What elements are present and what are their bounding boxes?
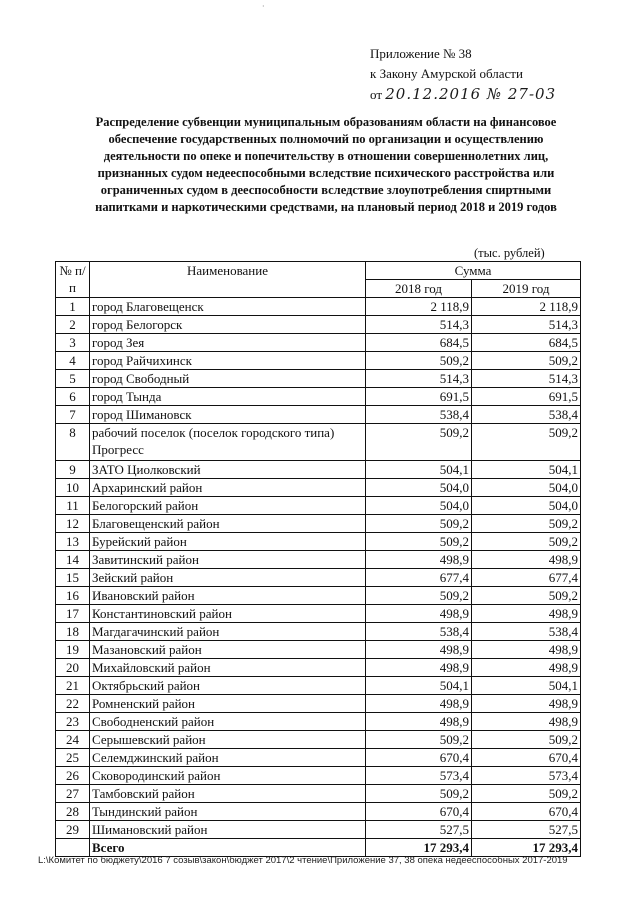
- row-2018: 509,2: [366, 587, 472, 605]
- table-row: [56, 677, 581, 695]
- row-name: Архаринский район: [90, 479, 366, 497]
- row-number: 15: [56, 569, 90, 587]
- row-name: Тындинский район: [90, 803, 366, 821]
- row-2019: 509,2: [472, 515, 581, 533]
- row-number: 10: [56, 479, 90, 497]
- appendix-block: [370, 44, 556, 105]
- row-name: Селемджинский район: [90, 749, 366, 767]
- row-2018: 509,2: [366, 785, 472, 803]
- row-number: 28: [56, 803, 90, 821]
- row-name: Магдагачинский район: [90, 623, 366, 641]
- row-name: Бурейский район: [90, 533, 366, 551]
- row-name: город Благовещенск: [90, 298, 366, 316]
- row-2019: 677,4: [472, 569, 581, 587]
- row-2019: 538,4: [472, 406, 581, 424]
- row-2019: 504,0: [472, 479, 581, 497]
- row-number: 5: [56, 370, 90, 388]
- table-row: [56, 641, 581, 659]
- row-2019: 504,0: [472, 497, 581, 515]
- row-2019: 538,4: [472, 623, 581, 641]
- handwritten-date-number: 20.12.2016 № 27-03: [385, 85, 557, 103]
- file-path-footer: L:\Комитет по бюджету\2016 7 созыв\закон\бюджет 2017\2 чтение\Приложение 37, 38 опека недееспособных 2017-2019: [38, 855, 568, 866]
- row-2018: 504,0: [366, 479, 472, 497]
- row-2019: 509,2: [472, 533, 581, 551]
- row-name: город Тында: [90, 388, 366, 406]
- row-2019: 498,9: [472, 605, 581, 623]
- row-2019: 509,2: [472, 424, 581, 461]
- table-row: [56, 785, 581, 803]
- total-row: [56, 839, 581, 857]
- row-2018: 670,4: [366, 749, 472, 767]
- row-2019: 691,5: [472, 388, 581, 406]
- table-row: [56, 424, 581, 461]
- row-2019: 509,2: [472, 731, 581, 749]
- row-2018: 684,5: [366, 334, 472, 352]
- row-number: 22: [56, 695, 90, 713]
- total-number-cell: [56, 839, 90, 857]
- row-2019: 670,4: [472, 749, 581, 767]
- row-number: 4: [56, 352, 90, 370]
- scan-mark: ·: [262, 2, 265, 11]
- row-2019: 573,4: [472, 767, 581, 785]
- row-2018: 509,2: [366, 515, 472, 533]
- row-number: 11: [56, 497, 90, 515]
- row-2019: 2 118,9: [472, 298, 581, 316]
- subsidy-table: [55, 261, 581, 857]
- row-name: Мазановский район: [90, 641, 366, 659]
- row-name: ЗАТО Циолковский: [90, 461, 366, 479]
- table-row: [56, 497, 581, 515]
- row-name: город Шимановск: [90, 406, 366, 424]
- row-name: Тамбовский район: [90, 785, 366, 803]
- total-2018: 17 293,4: [366, 839, 472, 857]
- row-2019: 498,9: [472, 551, 581, 569]
- document-title: Распределение субвенции муниципальным образованиям области на финансовое обеспечение государственных полномочий по организации и осуществлению деятельности по опеке и попечительству в отношении совершеннолетних лиц, признанных судом недееспособными вследствие психического расстройства или ограниченных судом в дееспособности вследствие злоупотребления спиртными напитками и наркотическими средствами, на плановый период 2018 и 2019 годов: [95, 115, 557, 214]
- table-row: [56, 623, 581, 641]
- appendix-number: Приложение № 38: [370, 46, 472, 61]
- row-2018: 504,1: [366, 461, 472, 479]
- row-number: 12: [56, 515, 90, 533]
- table-row: [56, 569, 581, 587]
- row-number: 19: [56, 641, 90, 659]
- row-number: 18: [56, 623, 90, 641]
- row-2019: 514,3: [472, 316, 581, 334]
- row-name: Серышевский район: [90, 731, 366, 749]
- row-2019: 684,5: [472, 334, 581, 352]
- row-2019: 498,9: [472, 695, 581, 713]
- row-name: Свободненский район: [90, 713, 366, 731]
- row-number: 27: [56, 785, 90, 803]
- row-number: 13: [56, 533, 90, 551]
- row-2018: 509,2: [366, 731, 472, 749]
- row-2018: 514,3: [366, 316, 472, 334]
- row-2019: 504,1: [472, 461, 581, 479]
- row-number: 8: [56, 424, 90, 461]
- row-number: 26: [56, 767, 90, 785]
- appendix-date-prefix: от: [370, 87, 383, 102]
- table-row: [56, 803, 581, 821]
- row-number: 6: [56, 388, 90, 406]
- row-name: Ивановский район: [90, 587, 366, 605]
- row-number: 9: [56, 461, 90, 479]
- row-2018: 498,9: [366, 605, 472, 623]
- row-name: Константиновский район: [90, 605, 366, 623]
- row-number: 20: [56, 659, 90, 677]
- row-name: Октябрьский район: [90, 677, 366, 695]
- row-2019: 498,9: [472, 659, 581, 677]
- row-2018: 527,5: [366, 821, 472, 839]
- row-number: 23: [56, 713, 90, 731]
- row-2019: 670,4: [472, 803, 581, 821]
- row-2018: 677,4: [366, 569, 472, 587]
- table-row: [56, 551, 581, 569]
- header-2019: 2019 год: [472, 280, 581, 298]
- table-row: [56, 695, 581, 713]
- table-row: [56, 605, 581, 623]
- table-row: [56, 659, 581, 677]
- row-name: Михайловский район: [90, 659, 366, 677]
- row-2018: 573,4: [366, 767, 472, 785]
- header-name: Наименование: [90, 262, 366, 298]
- table-row: [56, 316, 581, 334]
- row-2018: 509,2: [366, 533, 472, 551]
- table-row: [56, 767, 581, 785]
- row-2019: 509,2: [472, 785, 581, 803]
- row-2018: 670,4: [366, 803, 472, 821]
- table-row: [56, 298, 581, 316]
- row-2018: 2 118,9: [366, 298, 472, 316]
- table-row: [56, 406, 581, 424]
- table-row: [56, 749, 581, 767]
- row-number: 1: [56, 298, 90, 316]
- row-2019: 514,3: [472, 370, 581, 388]
- table-row: [56, 731, 581, 749]
- row-number: 3: [56, 334, 90, 352]
- table-row: [56, 388, 581, 406]
- row-2018: 691,5: [366, 388, 472, 406]
- row-2019: 498,9: [472, 641, 581, 659]
- row-2018: 498,9: [366, 695, 472, 713]
- header-2018: 2018 год: [366, 280, 472, 298]
- row-number: 7: [56, 406, 90, 424]
- row-name: Благовещенский район: [90, 515, 366, 533]
- row-number: 29: [56, 821, 90, 839]
- units-label: (тыс. рублей): [474, 246, 545, 260]
- table-row: [56, 370, 581, 388]
- row-number: 24: [56, 731, 90, 749]
- row-number: 2: [56, 316, 90, 334]
- table-row: [56, 352, 581, 370]
- row-2018: 498,9: [366, 641, 472, 659]
- row-name: Зейский район: [90, 569, 366, 587]
- table-row: [56, 334, 581, 352]
- total-2019: 17 293,4: [472, 839, 581, 857]
- table-row: [56, 587, 581, 605]
- row-2018: 498,9: [366, 713, 472, 731]
- table-row: [56, 821, 581, 839]
- row-name: Сковородинский район: [90, 767, 366, 785]
- row-2018: 509,2: [366, 424, 472, 461]
- table-row: [56, 713, 581, 731]
- row-2018: 504,0: [366, 497, 472, 515]
- row-name: город Свободный: [90, 370, 366, 388]
- row-2019: 498,9: [472, 713, 581, 731]
- header-number: № п/п: [56, 262, 90, 298]
- row-name: рабочий поселок (поселок городского типа) Прогресс: [90, 424, 366, 461]
- row-2018: 538,4: [366, 406, 472, 424]
- appendix-law: к Закону Амурской области: [370, 66, 523, 81]
- row-number: 21: [56, 677, 90, 695]
- table-row: [56, 461, 581, 479]
- row-2019: 527,5: [472, 821, 581, 839]
- row-2019: 509,2: [472, 352, 581, 370]
- row-name: Ромненский район: [90, 695, 366, 713]
- row-name: Завитинский район: [90, 551, 366, 569]
- table-row: [56, 479, 581, 497]
- row-number: 16: [56, 587, 90, 605]
- row-2018: 538,4: [366, 623, 472, 641]
- row-name: Шимановский район: [90, 821, 366, 839]
- row-number: 14: [56, 551, 90, 569]
- row-2018: 498,9: [366, 551, 472, 569]
- row-2018: 514,3: [366, 370, 472, 388]
- row-2019: 504,1: [472, 677, 581, 695]
- row-2019: 509,2: [472, 587, 581, 605]
- row-name: город Белогорск: [90, 316, 366, 334]
- appendix-date-line: [370, 84, 556, 105]
- row-2018: 509,2: [366, 352, 472, 370]
- row-number: 17: [56, 605, 90, 623]
- total-label: Всего: [90, 839, 366, 857]
- row-2018: 504,1: [366, 677, 472, 695]
- table-row: [56, 515, 581, 533]
- table-row: [56, 533, 581, 551]
- row-name: Белогорский район: [90, 497, 366, 515]
- row-2018: 498,9: [366, 659, 472, 677]
- row-name: город Зея: [90, 334, 366, 352]
- header-sum: Сумма: [366, 262, 581, 280]
- row-name: город Райчихинск: [90, 352, 366, 370]
- row-number: 25: [56, 749, 90, 767]
- table-body: [56, 298, 581, 839]
